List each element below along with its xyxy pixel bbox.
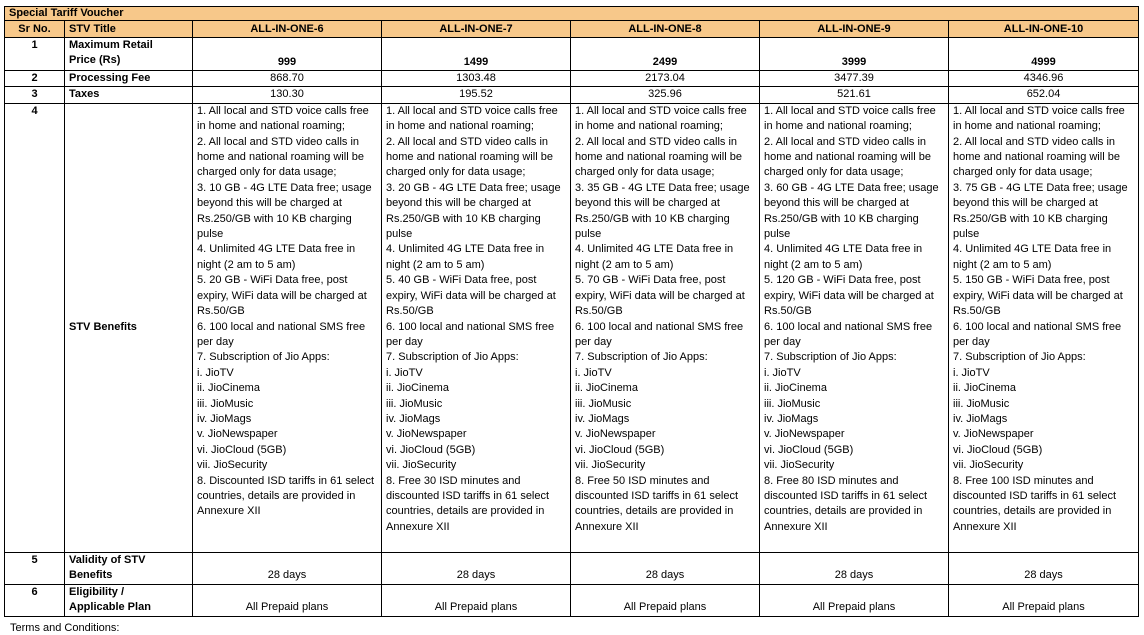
benefit-item: vi. JioCloud (5GB) xyxy=(386,443,476,456)
benefit-item: ii. JioCinema xyxy=(575,382,638,395)
benefit-item: iii. JioMusic xyxy=(575,397,632,410)
benefit-item: 2. All local and STD video calls in home and national roaming will be charged only for data usage; xyxy=(575,135,742,179)
benefit-item: v. JioNewspaper xyxy=(197,428,278,441)
row-label-taxes: Taxes xyxy=(65,87,193,103)
benefit-item: vii. JioSecurity xyxy=(953,459,1024,472)
benefit-item: 2. All local and STD video calls in home and national roaming will be charged only for data usage; xyxy=(197,135,364,179)
benefit-item: 8. Free 30 ISD minutes and discounted ISD tariffs in 61 select countries, details are provided in Annexure XII xyxy=(386,474,550,533)
benefit-item: 4. Unlimited 4G LTE Data free in night (2 am to 5 am) xyxy=(197,243,356,271)
eligibility-value: All Prepaid plans xyxy=(949,584,1139,616)
benefit-item: 4. Unlimited 4G LTE Data free in night (2 am to 5 am) xyxy=(764,243,923,271)
benefit-item: 1. All local and STD voice calls free in home and national roaming; xyxy=(386,104,558,133)
header-plan: ALL-IN-ONE-10 xyxy=(949,21,1139,38)
benefit-item: iv. JioMags xyxy=(764,412,819,425)
benefit-item: 3. 75 GB - 4G LTE Data free; usage beyond this will be charged at Rs.250/GB with 10 KB charging pulse xyxy=(953,181,1128,241)
benefit-item: 7. Subscription of Jio Apps: xyxy=(575,351,708,364)
tax-value: 521.61 xyxy=(760,87,949,103)
mrp-value: 3999 xyxy=(760,38,949,71)
benefit-item: vii. JioSecurity xyxy=(764,459,835,472)
tariff-table xyxy=(4,6,1139,617)
benefit-item: vii. JioSecurity xyxy=(197,459,268,472)
benefit-item: 7. Subscription of Jio Apps: xyxy=(386,351,519,364)
row-label-eligibility xyxy=(65,584,193,616)
tariff-table-container xyxy=(4,6,1138,617)
benefit-item: 3. 20 GB - 4G LTE Data free; usage beyond this will be charged at Rs.250/GB with 10 KB charging pulse xyxy=(386,181,561,241)
validity-value: 28 days xyxy=(193,552,382,584)
benefit-item: 6. 100 local and national SMS free per day xyxy=(575,320,744,348)
sr-no: 2 xyxy=(5,71,65,87)
mrp-value: 2499 xyxy=(571,38,760,71)
benefit-item: 3. 35 GB - 4G LTE Data free; usage beyond this will be charged at Rs.250/GB with 10 KB charging pulse xyxy=(575,181,750,241)
benefit-item: iv. JioMags xyxy=(386,412,441,425)
table-row-taxes xyxy=(5,87,1139,103)
eligibility-value: All Prepaid plans xyxy=(571,584,760,616)
row-label-line: Eligibility / xyxy=(69,585,125,598)
benefit-item: 3. 10 GB - 4G LTE Data free; usage beyond this will be charged at Rs.250/GB with 10 KB charging pulse xyxy=(197,181,372,241)
benefit-item: 5. 120 GB - WiFi Data free, post expiry, WiFi data will be charged at Rs.50/GB xyxy=(764,274,934,318)
benefit-item: iii. JioMusic xyxy=(197,397,254,410)
fee-value: 1303.48 xyxy=(382,71,571,87)
table-row-mrp xyxy=(5,38,1139,71)
eligibility-value: All Prepaid plans xyxy=(193,584,382,616)
validity-value: 28 days xyxy=(949,552,1139,584)
benefit-item: vi. JioCloud (5GB) xyxy=(575,443,665,456)
benefits-cell xyxy=(760,103,949,552)
benefit-item: 6. 100 local and national SMS free per day xyxy=(764,320,933,348)
benefit-item: 7. Subscription of Jio Apps: xyxy=(764,351,897,364)
sr-no: 1 xyxy=(5,38,65,71)
benefit-item: 8. Free 80 ISD minutes and discounted ISD tariffs in 61 select countries, details are provided in Annexure XII xyxy=(764,474,928,533)
benefit-item: iii. JioMusic xyxy=(764,397,821,410)
fee-value: 4346.96 xyxy=(949,71,1139,87)
table-row-validity xyxy=(5,552,1139,584)
benefit-item: 1. All local and STD voice calls free in home and national roaming; xyxy=(953,104,1125,133)
benefit-item: 6. 100 local and national SMS free per day xyxy=(953,320,1122,348)
benefit-item: 5. 70 GB - WiFi Data free, post expiry, WiFi data will be charged at Rs.50/GB xyxy=(575,274,745,318)
fee-value: 2173.04 xyxy=(571,71,760,87)
benefit-item: 4. Unlimited 4G LTE Data free in night (2 am to 5 am) xyxy=(575,243,734,271)
row-label-benefits: STV Benefits xyxy=(65,103,193,552)
tax-value: 195.52 xyxy=(382,87,571,103)
table-row-eligibility xyxy=(5,584,1139,616)
benefit-item: i. JioTV xyxy=(953,366,990,379)
sr-no: 5 xyxy=(5,552,65,584)
benefit-item: vii. JioSecurity xyxy=(575,459,646,472)
header-row xyxy=(5,21,1139,38)
header-plan: ALL-IN-ONE-9 xyxy=(760,21,949,38)
benefit-item: vi. JioCloud (5GB) xyxy=(197,443,287,456)
benefit-item: vi. JioCloud (5GB) xyxy=(953,443,1043,456)
benefit-item: iv. JioMags xyxy=(575,412,630,425)
benefit-item: iii. JioMusic xyxy=(386,397,443,410)
validity-value: 28 days xyxy=(571,552,760,584)
benefit-item: 1. All local and STD voice calls free in home and national roaming; xyxy=(197,104,369,133)
benefit-item: 5. 20 GB - WiFi Data free, post expiry, WiFi data will be charged at Rs.50/GB xyxy=(197,274,367,318)
benefit-item: 1. All local and STD voice calls free in home and national roaming; xyxy=(764,104,936,133)
benefit-item: v. JioNewspaper xyxy=(764,428,845,441)
table-row-fee xyxy=(5,71,1139,87)
benefit-item: 4. Unlimited 4G LTE Data free in night (2 am to 5 am) xyxy=(386,243,545,271)
benefit-item: vii. JioSecurity xyxy=(386,459,457,472)
sr-no: 3 xyxy=(5,87,65,103)
benefit-item: 5. 40 GB - WiFi Data free, post expiry, WiFi data will be charged at Rs.50/GB xyxy=(386,274,556,318)
row-label-mrp xyxy=(65,38,193,71)
row-label-line: Applicable Plan xyxy=(69,601,151,614)
header-sr-no: Sr No. xyxy=(5,21,65,38)
benefit-item: ii. JioCinema xyxy=(953,382,1016,395)
benefit-item: 8. Free 50 ISD minutes and discounted ISD tariffs in 61 select countries, details are provided in Annexure XII xyxy=(575,474,739,533)
terms-and-conditions: Terms and Conditions: xyxy=(10,622,120,634)
validity-value: 28 days xyxy=(382,552,571,584)
fee-value: 868.70 xyxy=(193,71,382,87)
eligibility-value: All Prepaid plans xyxy=(760,584,949,616)
tax-value: 652.04 xyxy=(949,87,1139,103)
benefit-item: i. JioTV xyxy=(197,366,234,379)
benefits-cell xyxy=(571,103,760,552)
benefit-item: iii. JioMusic xyxy=(953,397,1010,410)
benefit-item: iv. JioMags xyxy=(197,412,252,425)
eligibility-value: All Prepaid plans xyxy=(382,584,571,616)
benefit-item: i. JioTV xyxy=(386,366,423,379)
benefit-item: 2. All local and STD video calls in home and national roaming will be charged only for data usage; xyxy=(764,135,931,179)
benefit-item: i. JioTV xyxy=(764,366,801,379)
header-plan: ALL-IN-ONE-8 xyxy=(571,21,760,38)
benefit-item: 5. 150 GB - WiFi Data free, post expiry, WiFi data will be charged at Rs.50/GB xyxy=(953,274,1123,318)
benefit-item: 1. All local and STD voice calls free in home and national roaming; xyxy=(575,104,747,133)
benefit-item: 6. 100 local and national SMS free per day xyxy=(386,320,555,348)
tax-value: 325.96 xyxy=(571,87,760,103)
header-plan: ALL-IN-ONE-6 xyxy=(193,21,382,38)
benefit-item: 8. Discounted ISD tariffs in 61 select countries, details are provided in Annexure XII xyxy=(197,474,375,518)
benefit-item: 6. 100 local and national SMS free per day xyxy=(197,320,366,348)
benefit-item: 7. Subscription of Jio Apps: xyxy=(953,351,1086,364)
benefit-item: ii. JioCinema xyxy=(386,382,449,395)
row-label-line: Maximum Retail xyxy=(69,39,153,51)
benefit-item: ii. JioCinema xyxy=(197,382,260,395)
table-title-row xyxy=(5,7,1139,21)
mrp-value: 1499 xyxy=(382,38,571,71)
sr-no: 4 xyxy=(5,103,65,552)
benefit-item: 2. All local and STD video calls in home and national roaming will be charged only for data usage; xyxy=(386,135,553,179)
row-label-line: Price (Rs) xyxy=(69,54,121,67)
benefits-cell xyxy=(193,103,382,552)
header-stv-title: STV Title xyxy=(65,21,193,38)
mrp-value: 4999 xyxy=(949,38,1139,71)
benefit-item: vi. JioCloud (5GB) xyxy=(764,443,854,456)
benefit-item: 3. 60 GB - 4G LTE Data free; usage beyond this will be charged at Rs.250/GB with 10 KB charging pulse xyxy=(764,181,939,241)
benefit-item: i. JioTV xyxy=(575,366,612,379)
row-label-fee: Processing Fee xyxy=(65,71,193,87)
validity-value: 28 days xyxy=(760,552,949,584)
sr-no: 6 xyxy=(5,584,65,616)
benefit-item: v. JioNewspaper xyxy=(953,428,1034,441)
row-label-line: Validity of STV xyxy=(69,553,146,566)
benefit-item: 8. Free 100 ISD minutes and discounted ISD tariffs in 61 select countries, details are provided in Annexure XII xyxy=(953,474,1117,533)
row-label-line: Benefits xyxy=(69,569,113,582)
benefit-item: v. JioNewspaper xyxy=(575,428,656,441)
benefit-item: 2. All local and STD video calls in home and national roaming will be charged only for data usage; xyxy=(953,135,1120,179)
table-row-benefits xyxy=(5,103,1139,552)
mrp-value: 999 xyxy=(193,38,382,71)
benefit-item: 4. Unlimited 4G LTE Data free in night (2 am to 5 am) xyxy=(953,243,1112,271)
benefit-item: ii. JioCinema xyxy=(764,382,827,395)
tax-value: 130.30 xyxy=(193,87,382,103)
fee-value: 3477.39 xyxy=(760,71,949,87)
header-plan: ALL-IN-ONE-7 xyxy=(382,21,571,38)
benefits-cell xyxy=(949,103,1139,552)
table-title: Special Tariff Voucher xyxy=(5,7,1139,21)
row-label-validity xyxy=(65,552,193,584)
benefit-item: v. JioNewspaper xyxy=(386,428,467,441)
benefit-item: 7. Subscription of Jio Apps: xyxy=(197,351,330,364)
benefits-cell xyxy=(382,103,571,552)
benefit-item: iv. JioMags xyxy=(953,412,1008,425)
